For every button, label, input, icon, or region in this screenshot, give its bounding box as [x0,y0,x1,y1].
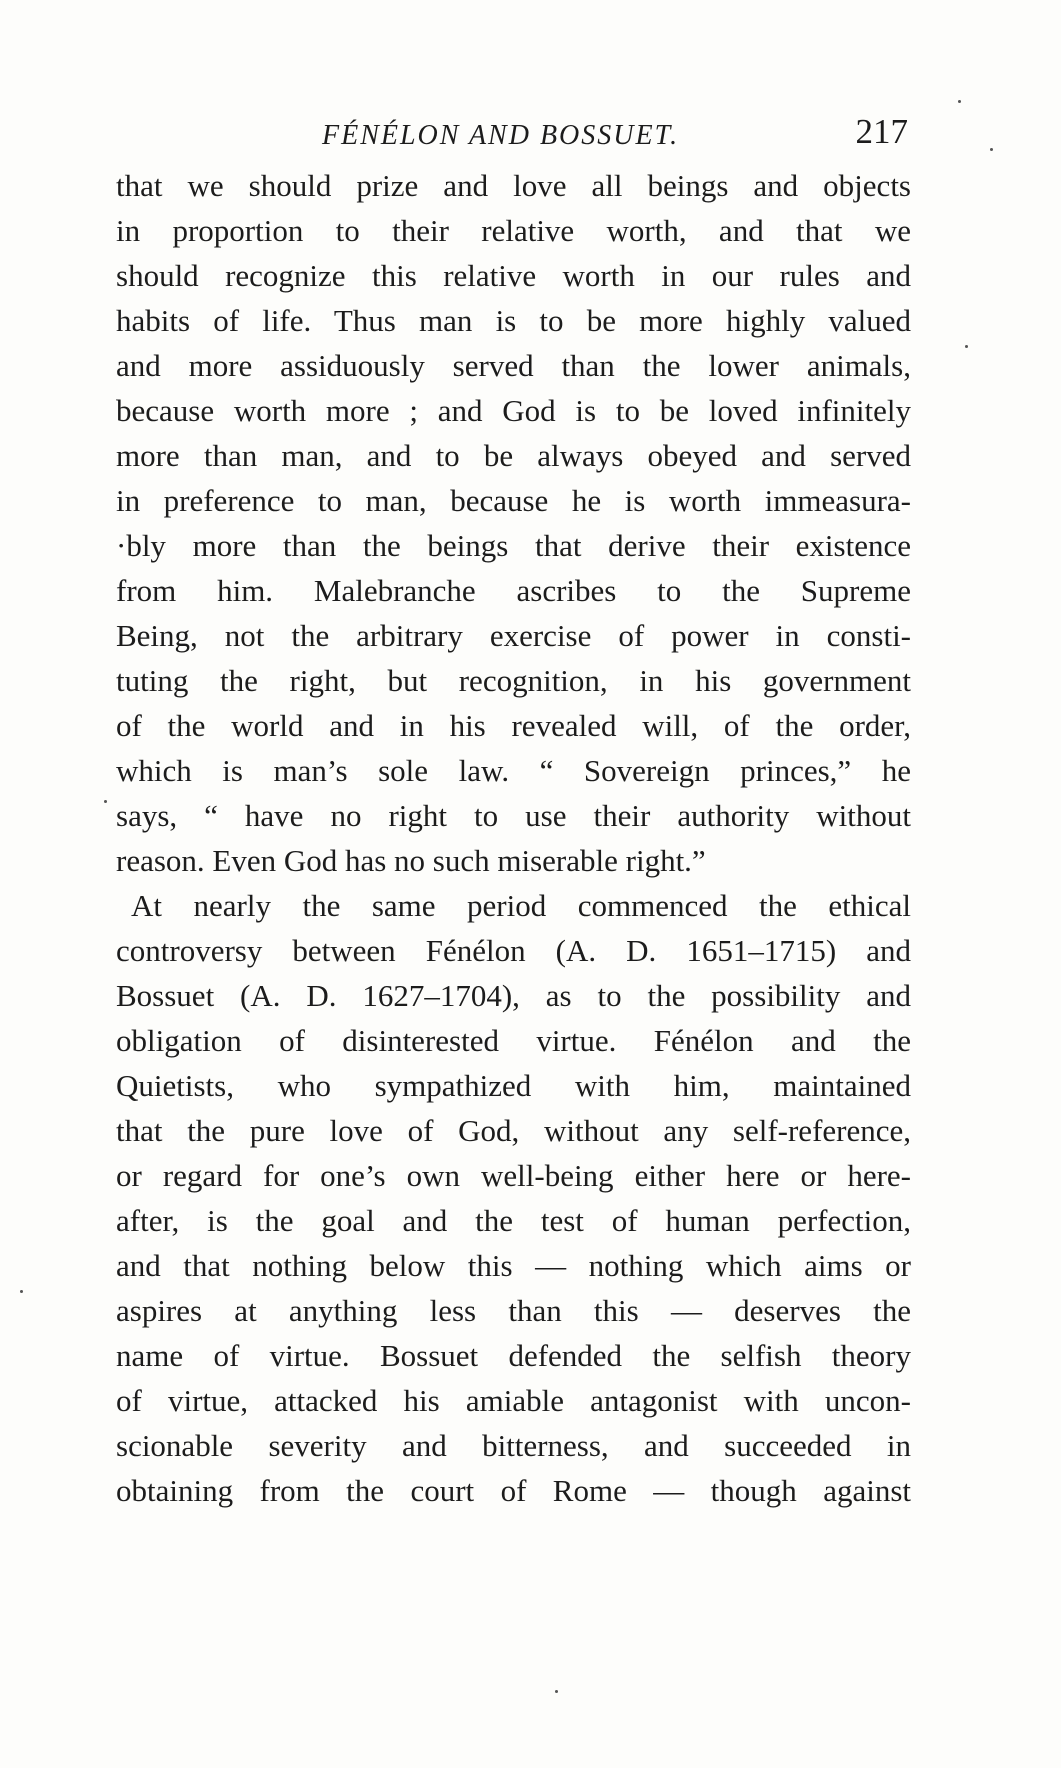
text-line: and that nothing below this — nothing which aims or [116,1248,911,1283]
text-line: and more assiduously served than the lower animals, [116,348,911,383]
running-head [116,112,926,162]
text-line: obligation of disinterested virtue. Fénélon and the [116,1023,911,1058]
text-line: name of virtue. Bossuet defended the selfish theory [116,1338,911,1373]
text-line: tuting the right, but recognition, in his government [116,663,911,698]
text-line: from him. Malebranche ascribes to the Supreme [116,573,911,608]
text-line: ·bly more than the beings that derive their existence [116,528,911,563]
text-line: that we should prize and love all beings and objects [116,168,911,203]
text-line: that the pure love of God, without any self-reference, [116,1113,911,1148]
text-line: obtaining from the court of Rome — though against [116,1473,911,1508]
text-line: or regard for one’s own well-being either here or here- [116,1158,911,1193]
text-line: aspires at anything less than this — deserves the [116,1293,911,1328]
text-line: scionable severity and bitterness, and succeeded in [116,1428,911,1463]
text-line: reason. Even God has no such miserable right.” [116,843,706,878]
text-line: Being, not the arbitrary exercise of power in consti- [116,618,911,653]
running-title: FÉNÉLON AND BOSSUET. [322,120,680,151]
print-speck [965,345,968,348]
text-line: of virtue, attacked his amiable antagonist with uncon- [116,1383,911,1418]
text-line: in preference to man, because he is worth immeasura- [116,483,911,518]
text-line: because worth more ; and God is to be loved infinitely [116,393,911,428]
print-speck [958,100,961,103]
text-line: should recognize this relative worth in our rules and [116,258,911,293]
paragraph-1 [116,163,911,883]
text-line: Quietists, who sympathized with him, maintained [116,1068,911,1103]
text-line: after, is the goal and the test of human perfection, [116,1203,911,1238]
text-line: habits of life. Thus man is to be more highly valued [116,303,911,338]
body-text [116,163,911,1513]
text-line: Bossuet (A. D. 1627–1704), as to the possibility and [116,978,911,1013]
print-speck [104,800,107,803]
text-line: which is man’s sole law. “ Sovereign princes,” he [116,753,911,788]
paragraph-2 [116,883,911,1513]
text-line: more than man, and to be always obeyed and served [116,438,911,473]
text-line: At nearly the same period commenced the ethical [131,888,911,923]
page-number: 217 [855,112,908,151]
text-line: controversy between Fénélon (A. D. 1651–1715) and [116,933,911,968]
print-speck [20,1290,23,1293]
print-speck [990,148,993,151]
text-line: in proportion to their relative worth, and that we [116,213,911,248]
text-line: of the world and in his revealed will, of the order, [116,708,911,743]
text-line: says, “ have no right to use their authority without [116,798,911,833]
print-speck [555,1690,558,1693]
